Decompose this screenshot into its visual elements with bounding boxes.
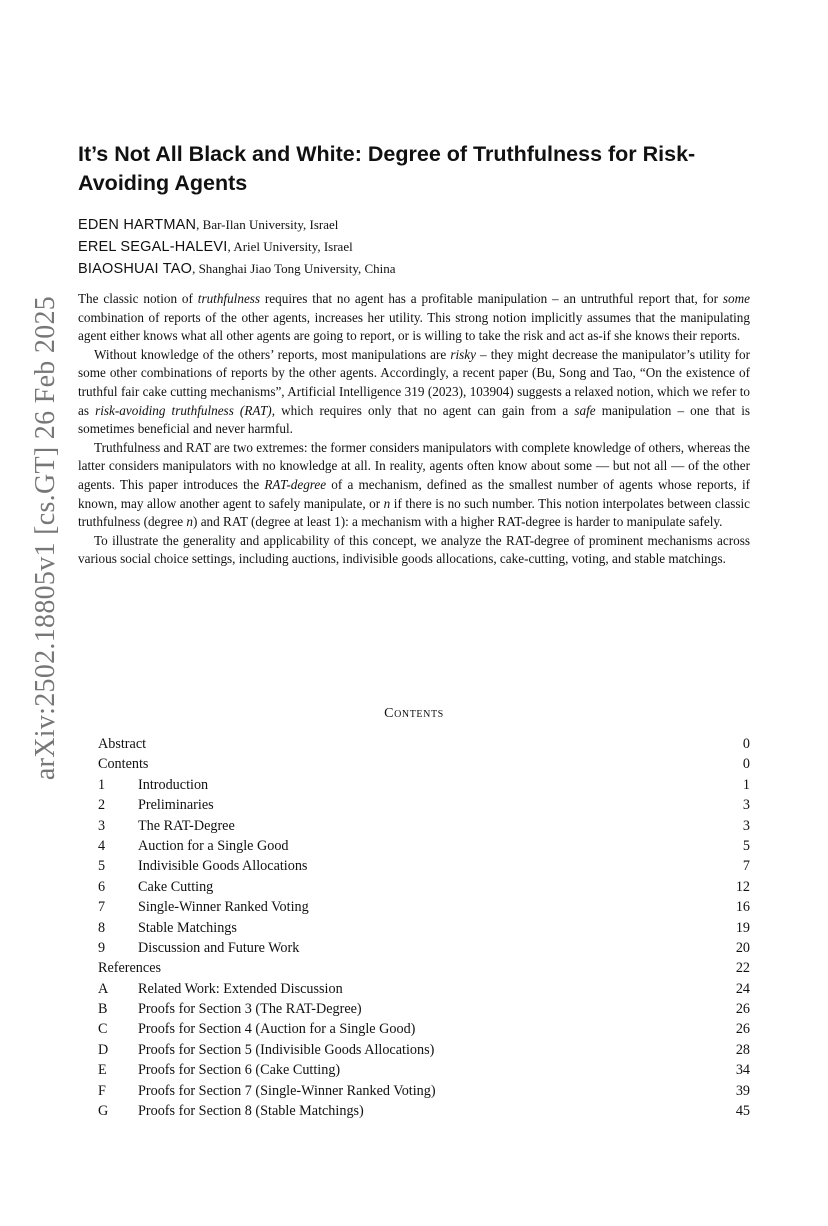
toc-entry[interactable] [98,734,750,754]
toc-entry-number: 2 [98,797,106,814]
toc-entry-number: F [98,1082,106,1099]
toc-entry[interactable] [98,918,750,938]
toc-entry-number: G [98,1103,109,1120]
toc-heading: Contents [384,706,444,721]
toc-entry-label: Abstract [98,736,147,752]
toc-entry-page: 5 [742,837,750,854]
toc-entry-number: D [98,1041,109,1058]
toc-entry-number: A [98,980,109,997]
toc-entry-number: 4 [98,837,106,854]
toc-entry-number: 9 [98,939,106,956]
author-name: EREL SEGAL-HALEVI [78,239,228,255]
author-3 [78,258,758,280]
toc-entry-page: 16 [735,899,750,916]
toc-entry-label: Proofs for Section 7 (Single-Winner Ranked Voting) [138,1082,436,1099]
toc-entry-label: Introduction [138,776,209,793]
abstract-paragraph-4: To illustrate the generality and applicability of this concept, we analyze the RAT-degree of prominent mechanisms across various social choice settings, including auctions, indivisible goods allocations, cake-cutting, voting, and stable matchings. [78,532,750,567]
toc-entry[interactable] [98,816,750,836]
author-list [78,214,758,280]
abstract-paragraph-1: The classic notion of truthfulness requires that no agent has a profitable manipulation – an untruthful report that, for some combination of reports of the other agents, increases her utility. This strong notion implicitly assumes that the manipulating agent either knows what all other agents are going to report, or is willing to take the risk and act as-if she knows their reports. [78,291,751,344]
toc-entry-label: Proofs for Section 6 (Cake Cutting) [138,1062,341,1079]
author-1 [78,214,758,236]
toc-entry-page: 26 [735,1021,750,1038]
toc-entry[interactable] [98,938,750,958]
toc-entry-label: Proofs for Section 3 (The RAT-Degree) [138,1001,362,1018]
toc-entry[interactable] [98,1060,750,1080]
abstract-paragraph-3: Truthfulness and RAT are two extremes: the former considers manipulators with complete knowledge of others, whereas the latter considers manipulators with no knowledge at all. In reality, agents often know about some — but not all — of the other agents. This paper introduces the RAT-degree of a mechanism, defined as the smallest number of agents whose reports, if known, may allow another agent to safely manipulate, or n if there is no such number. This notion interpolates between classic truthfulness (degree n) and RAT (degree at least 1): a mechanism with a higher RAT-degree is harder to manipulate safely. [78,439,751,530]
author-affiliation: , Ariel University, Israel [227,239,353,254]
toc-entry-page: 0 [742,736,750,752]
toc-entry-label: Stable Matchings [138,919,237,936]
toc-entry-label: Auction for a Single Good [138,837,289,854]
abstract [78,290,750,569]
toc-entry-number: 8 [98,919,106,936]
toc-entry-page: 22 [735,960,750,977]
toc-entry-label: Indivisible Goods Allocations [138,858,308,875]
toc-entry-label: Related Work: Extended Discussion [138,980,343,997]
toc-entry-page: 1 [742,776,750,793]
toc-entry-label: The RAT-Degree [138,817,235,834]
toc-entry-number: E [98,1062,107,1079]
toc-entry-page: 3 [742,797,750,814]
toc-entry-label: Discussion and Future Work [138,939,300,956]
author-affiliation: , Shanghai Jiao Tong University, China [192,261,396,276]
toc-entry[interactable] [98,1019,750,1039]
toc-entry[interactable] [98,877,750,897]
toc-entry[interactable] [98,795,750,815]
author-name: EDEN HARTMAN [78,217,197,233]
paper-title: It’s Not All Black and White: Degree of Truthfulness for Risk-Avoiding Agents [78,142,696,195]
toc-entry-number: 1 [98,776,106,793]
abstract-paragraph-2: Without knowledge of the others’ reports, most manipulations are risky – they might decrease the manipulator’s utility for some other combinations of reports by the other agents. Accordingly, a recent paper (Bu, Song and Tao, “On the existence of truthful fair cake cutting mechanisms”, Artificial Intelligence 319 (2023), 103904) suggests a relaxed notion, which we refer to as risk-avoiding truthfulness (RAT), which requires only that no agent can gain from a safe manipulation – one that is sometimes beneficial and never harmful. [78,346,750,437]
toc-entry-number: B [98,1001,108,1018]
toc-entry-page: 24 [735,980,750,997]
arxiv-identifier: arXiv:2502.18805v1 [cs.GT] 26 Feb 2025 [30,295,61,781]
toc-entry-label: Proofs for Section 8 (Stable Matchings) [138,1103,364,1120]
toc-entry-page: 7 [742,858,750,875]
toc-entry[interactable] [98,1081,750,1101]
toc-entry-number: C [98,1021,108,1038]
author-affiliation: , Bar-Ilan University, Israel [196,217,339,232]
author-2 [78,236,758,258]
toc-entry[interactable] [98,897,750,917]
arxiv-sidebar-stamp [26,238,66,838]
toc-entry-number: 3 [98,817,106,834]
toc-entry-page: 20 [735,939,750,956]
toc-entry-page: 26 [735,1001,750,1018]
toc-entry-page: 45 [735,1103,750,1120]
toc-entry-label: Cake Cutting [138,878,214,895]
author-name: BIAOSHUAI TAO [78,261,193,277]
toc-entry[interactable] [98,1101,750,1121]
toc-entry-number: 7 [98,899,106,916]
toc-entry-label: Contents [98,756,149,773]
toc-entry[interactable] [98,979,750,999]
toc-entry[interactable] [98,754,750,774]
table-of-contents [98,734,750,1121]
toc-entry[interactable] [98,775,750,795]
toc-entry-label: Proofs for Section 4 (Auction for a Single Good) [138,1021,416,1038]
toc-entry[interactable] [98,1040,750,1060]
toc-entry[interactable] [98,856,750,876]
toc-entry-page: 3 [742,817,750,834]
toc-entry-page: 28 [735,1041,750,1058]
toc-entry-page: 34 [735,1062,750,1079]
toc-entry-number: 6 [98,878,106,895]
toc-entry-number: 5 [98,858,106,875]
toc-entry[interactable] [98,836,750,856]
toc-entry[interactable] [98,999,750,1019]
toc-entry-label: Proofs for Section 5 (Indivisible Goods Allocations) [138,1041,435,1058]
toc-entry-page: 39 [735,1082,750,1099]
toc-entry-page: 12 [735,878,750,895]
toc-entry[interactable] [98,958,750,978]
toc-entry-page: 0 [742,756,750,773]
toc-entry-label: Preliminaries [138,797,214,814]
toc-entry-label: References [98,960,162,977]
toc-entry-label: Single-Winner Ranked Voting [138,899,309,916]
toc-entry-page: 19 [735,919,750,936]
